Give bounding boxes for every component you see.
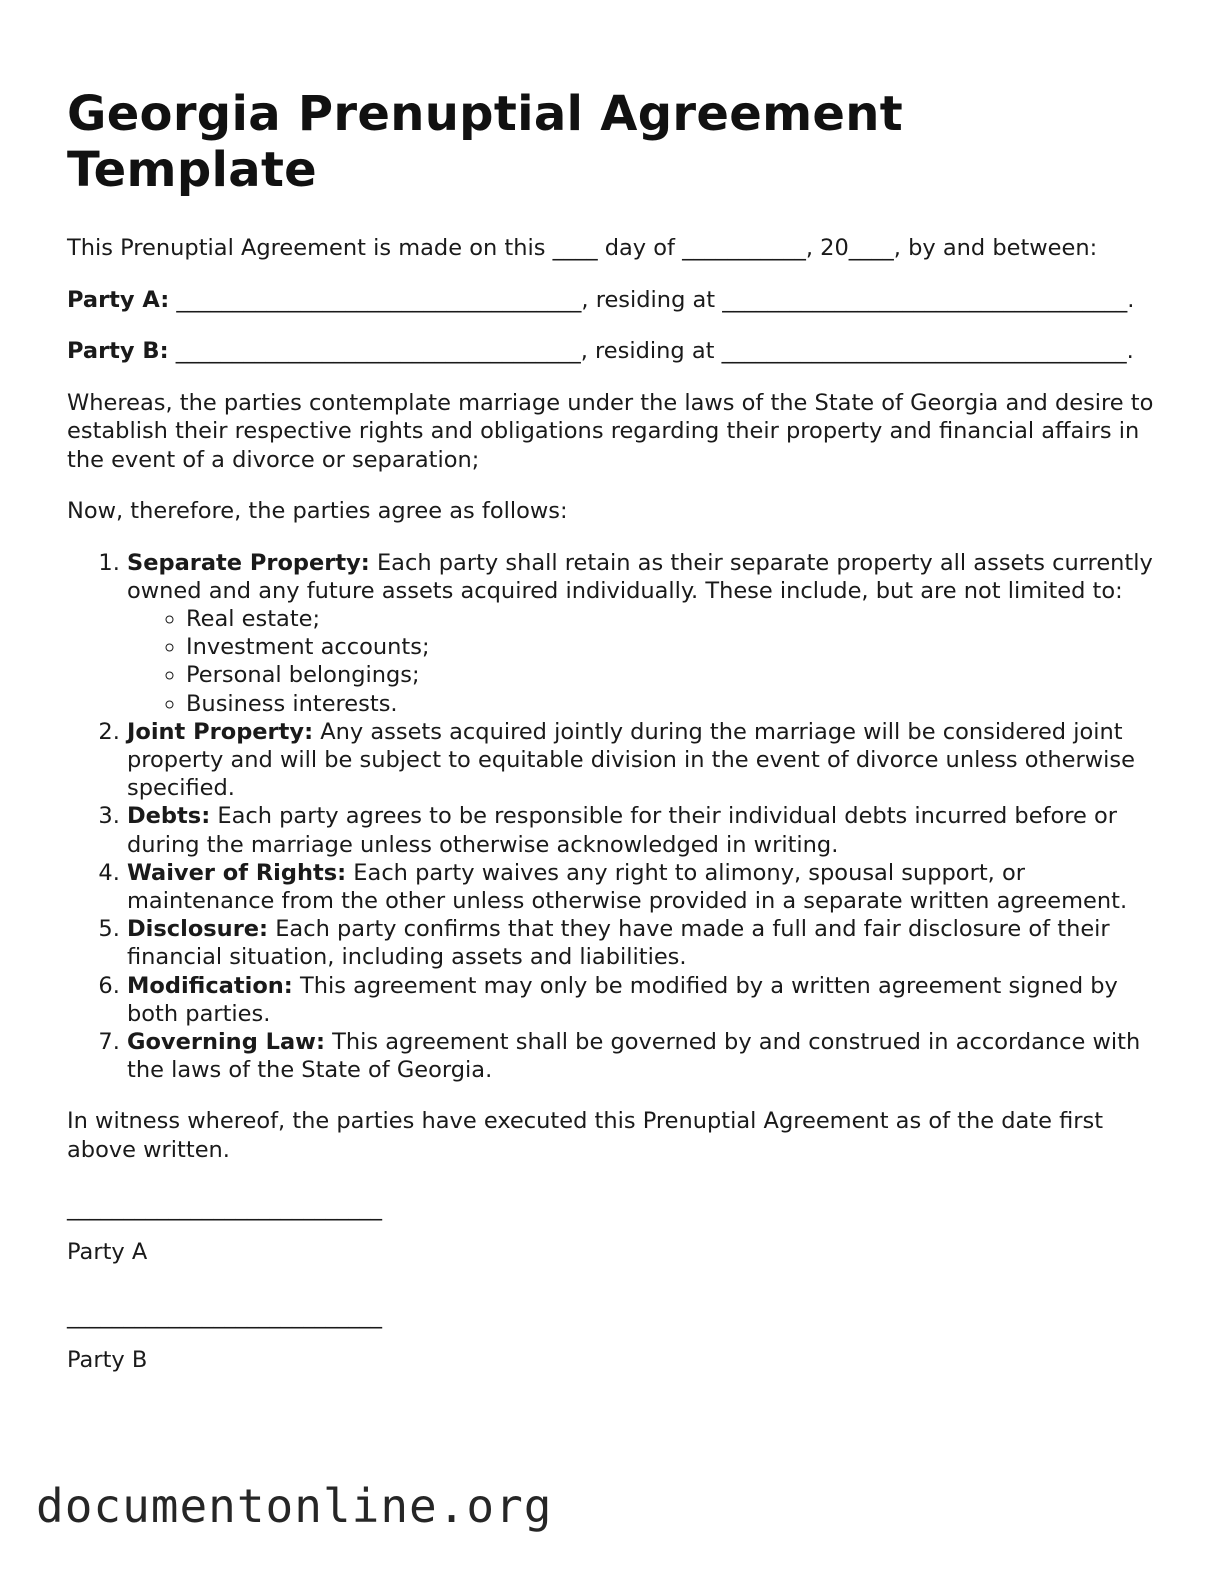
whereas-paragraph: Whereas, the parties contemplate marriage under the laws of the State of Georgia and desire to establish their respective rights and obligations regarding their property and financial affairs in the event of a divorce or separation; <box>67 389 1154 473</box>
term-text: Each party waives any right to alimony, spousal support, or maintenance from the other unless otherwise provided in a separate written agreement. <box>127 859 1128 914</box>
now-therefore-paragraph: Now, therefore, the parties agree as follows: <box>67 498 568 524</box>
watermark: documentonline.org <box>36 1479 553 1533</box>
term-item <box>127 972 1157 1028</box>
term-text: Each party agrees to be responsible for their individual debts incurred before or during the marriage unless otherwise acknowledged in writing. <box>127 803 1118 858</box>
party-a-label: Party A: <box>67 286 170 313</box>
signature-line-party-b: ____________________________ <box>67 1303 382 1330</box>
term-item <box>127 718 1157 803</box>
term-heading: Disclosure: <box>127 916 269 943</box>
party-b-line <box>67 337 1157 366</box>
term-item <box>127 802 1157 858</box>
sub-list-item: ◦ Investment accounts; <box>186 633 1157 661</box>
party-a-blank: ____________________________________, residing at ____________________________________. <box>169 286 1135 313</box>
party-b-blank: ____________________________________, residing at ____________________________________. <box>168 338 1134 364</box>
witness-paragraph: In witness whereof, the parties have executed this Prenuptial Agreement as of the date first above written. <box>67 1108 1104 1163</box>
term-item <box>127 859 1157 915</box>
separate-property-sublist <box>127 605 1157 718</box>
term-item <box>127 549 1157 718</box>
term-text: Each party confirms that they have made a full and fair disclosure of their financial situation, including assets and liabilities. <box>127 916 1110 971</box>
sub-list-item: ◦ Personal belongings; <box>186 661 1157 689</box>
sub-list-item: ◦ Business interests. <box>186 690 1157 718</box>
party-a-line <box>67 286 1157 315</box>
signature-label-party-a: Party A <box>67 1239 148 1266</box>
term-heading: Debts: <box>127 803 211 830</box>
signature-block <box>67 1194 1157 1374</box>
term-text: This agreement shall be governed by and construed in accordance with the laws of the State of Georgia. <box>127 1028 1141 1084</box>
term-heading: Modification: <box>127 972 293 999</box>
signature-line-party-a: ____________________________ <box>67 1195 382 1222</box>
term-text: Each party shall retain as their separate property all assets currently owned and any future assets acquired individually. These include, but are not limited to: <box>127 549 1153 604</box>
term-heading: Separate Property: <box>127 549 370 576</box>
term-text: Any assets acquired jointly during the marriage will be considered joint property and will be subject to equitable division in the event of divorce unless otherwise specified. <box>127 718 1135 802</box>
term-heading: Waiver of Rights: <box>127 859 347 886</box>
terms-list <box>67 549 1157 1085</box>
party-b-label: Party B: <box>67 338 169 364</box>
term-heading: Joint Property: <box>127 718 314 745</box>
term-heading: Governing Law: <box>127 1028 325 1055</box>
signature-label-party-b: Party B <box>67 1347 148 1374</box>
term-item <box>127 1028 1157 1084</box>
document-title: Georgia Prenuptial Agreement Template <box>67 86 903 198</box>
document-page <box>67 86 1157 1410</box>
intro-paragraph: This Prenuptial Agreement is made on this ____ day of ___________, 20____, by and between: <box>67 235 1098 261</box>
sub-list-item: ◦ Real estate; <box>186 605 1157 633</box>
term-text: This agreement may only be modified by a written agreement signed by both parties. <box>127 972 1118 1027</box>
term-item <box>127 915 1157 971</box>
